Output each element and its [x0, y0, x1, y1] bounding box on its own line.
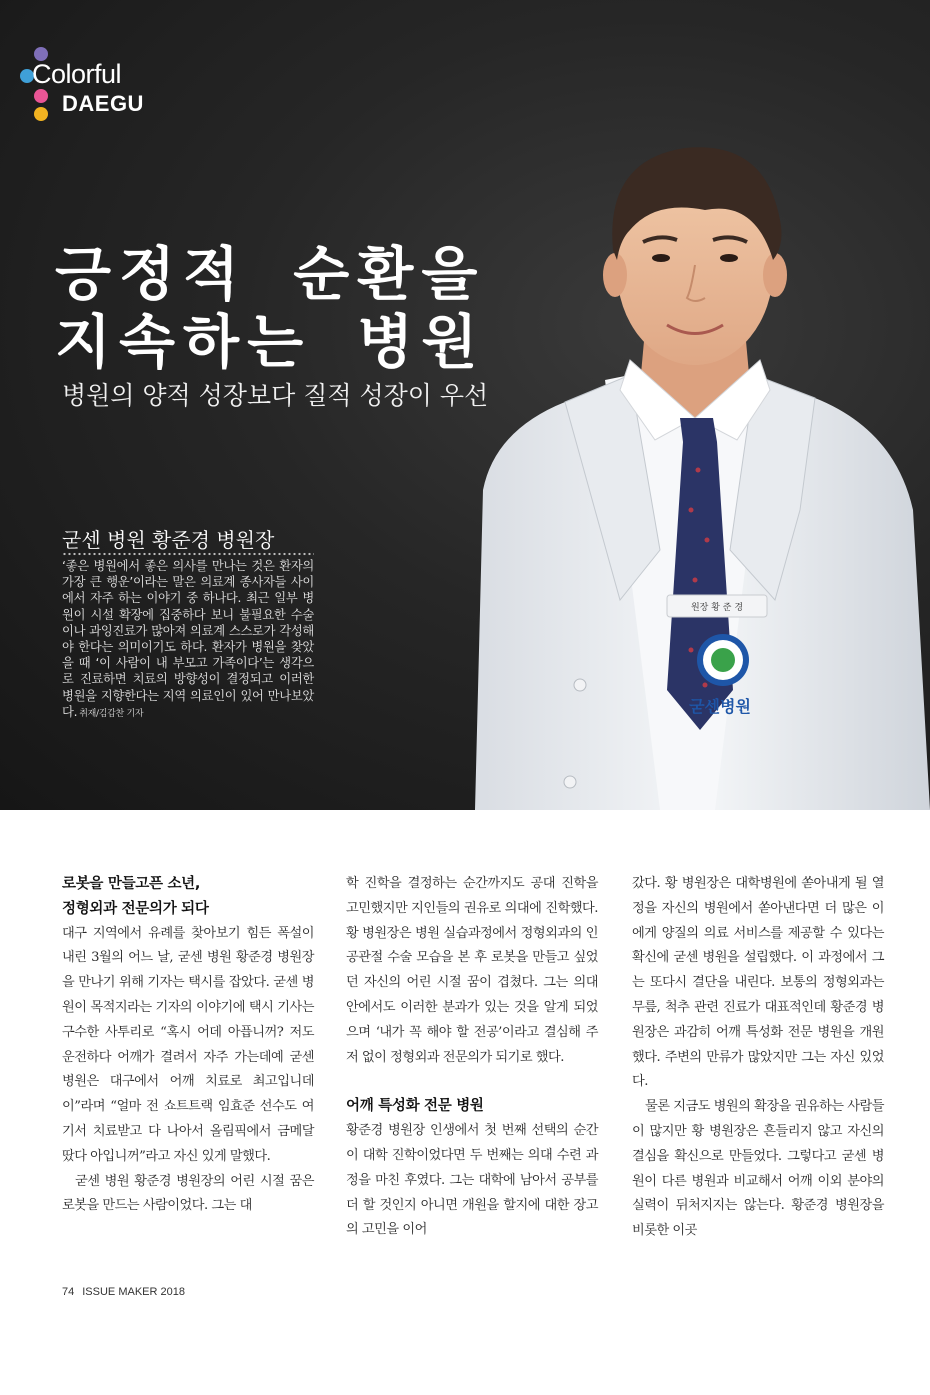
- page-title: [55, 240, 485, 376]
- paragraph: 대구 지역에서 유례를 찾아보기 힘든 폭설이 내린 3월의 어느 날, 굳센 병원 황준경 병원장을 만나기 위해 기자는 택시를 잡았다. 굳센 병원이 목적지라는 기자의 이야기에 택시 기사는 구수한 사투리로 “혹시 어데 아픕니꺼? 저도 운전하다 어깨가 결려서 자주 가는데예 굳센 병원은 대구에서 어깨 치료로 최고입니데이”라며 “얼마 전 쇼트트랙 임효준 선수도 여기서 치료받고 다 나아서 올림픽에서 금메달 땄다 아입니꺼”라고 자신 있게 말했다.: [62, 925, 314, 1164]
- page-subtitle: 병원의 양적 성장보다 질적 성장이 우선: [62, 381, 489, 410]
- logo-dot-pink: [34, 89, 48, 103]
- heading-line-2: 정형외과 전문의가 되다: [62, 900, 209, 917]
- logo-word-colorful: Colorful: [32, 59, 122, 89]
- lead-text: ‘좋은 병원에서 좋은 의사를 만나는 것은 환자의 가장 큰 행운’이라는 말은 의료계 종사자들 사이에서 자주 하는 이야기 중 하나다. 최근 일부 병원이 시설 확장에 집중하다 보니 불필요한 수술이나 과잉진료가 많아져 의료계 스스로가 각성해야 한다는 의미이기도 하다. 환자가 병원을 찾았을 때 ‘이 사람이 내 부모고 가족이다’는 생각으로 진료하면 치료의 방향성이 결정되고 이러한 병원을 지향한다는 지역 의료인이 있어 만나보았다.: [62, 559, 314, 719]
- paragraph: 황준경 병원장 인생에서 첫 번째 선택의 순간이 대학 진학이었다면 두 번째는 의대 수련 과정을 마친 후였다. 그는 대학에 남아서 공부를 더 할 것인지 아니면 개원을 할지에 대한 장고의 고민을 이어: [346, 1123, 598, 1238]
- title-line-1: 긍정적 순환을: [55, 240, 486, 308]
- section-heading-2: 어깨 특성화 전문 병원: [346, 1098, 484, 1115]
- right-ear: [763, 253, 787, 297]
- lead-paragraph: [62, 558, 314, 722]
- coat-button: [574, 679, 586, 691]
- heading-line-1: 로봇을 만들고픈 소년,: [62, 876, 201, 892]
- badge-name-text: 원장 황 준 경: [690, 603, 744, 613]
- title-line-2: 지속하는 병원: [55, 308, 486, 376]
- dotted-divider: [62, 552, 314, 556]
- page-footer: [62, 1286, 185, 1298]
- colorful-daegu-logo: [10, 45, 160, 125]
- badge-hospital-text: 굳센병원: [689, 697, 751, 716]
- doctor-portrait: [455, 130, 930, 810]
- paragraph: 학 진학을 결정하는 순간까지도 공대 진학을 고민했지만 지인들의 권유로 의대에 진학했다. 황 병원장은 병원 실습과정에서 정형외과의 인공관절 수술 모습을 본 후 로봇을 만들고 싶었던 자신의 어린 시절 꿈이 겹쳤다. 그는 의대 안에서도 이러한 분과가 있는 것을 알게 되었으며 ‘내가 꼭 해야 할 전공’이라고 결심해 주저 없이 정형외과 전문의가 되기로 했다.: [346, 876, 598, 1065]
- section-heading-1: [62, 872, 314, 922]
- article-column-2: [346, 872, 598, 1243]
- reporter-credit: 취재/김갑찬 기자: [79, 708, 144, 719]
- interviewee-name: 굳센 병원 황준경 병원장: [62, 528, 275, 552]
- article-column-1: [62, 872, 314, 1219]
- paragraph: 물론 지금도 병원의 확장을 권유하는 사람들이 많지만 황 병원장은 흔들리지 않고 자신의 결심을 확신으로 만들었다. 그렇다고 굳센 병원이 다른 병원과 비교해서 어깨 이외 분야의 실력이 뒤처지지는 않는다. 황준경 병원장을 비롯한 이곳: [632, 1099, 884, 1239]
- left-eye: [652, 254, 670, 262]
- coat-button: [564, 776, 576, 788]
- left-ear: [603, 253, 627, 297]
- right-eye: [720, 254, 738, 262]
- paragraph: 갔다. 황 병원장은 대학병원에 쏟아내게 될 열정을 자신의 병원에서 쏟아낸다면 더 많은 이에게 양질의 의료 서비스를 제공할 수 있다는 확신에 굳센 병원을 설립했다. 이 과정에서 그는 또다시 결단을 내린다. 보통의 정형외과는 무릎, 척추 관련 진료가 대표적인데 황준경 병원장은 과감히 어깨 특성화 전문 병원을 개원했다. 주변의 만류가 많았지만 그는 자신 있었다.: [632, 876, 884, 1090]
- article-column-3: [632, 872, 884, 1244]
- logo-dot-yellow: [34, 107, 48, 121]
- paragraph: 굳센 병원 황준경 병원장의 어린 시절 꿈은 로봇을 만드는 사람이었다. 그는 대: [62, 1173, 314, 1214]
- logo-word-daegu: DAEGU: [62, 91, 144, 116]
- magazine-name: ISSUE MAKER 2018: [82, 1286, 185, 1298]
- page-number: 74: [62, 1286, 75, 1298]
